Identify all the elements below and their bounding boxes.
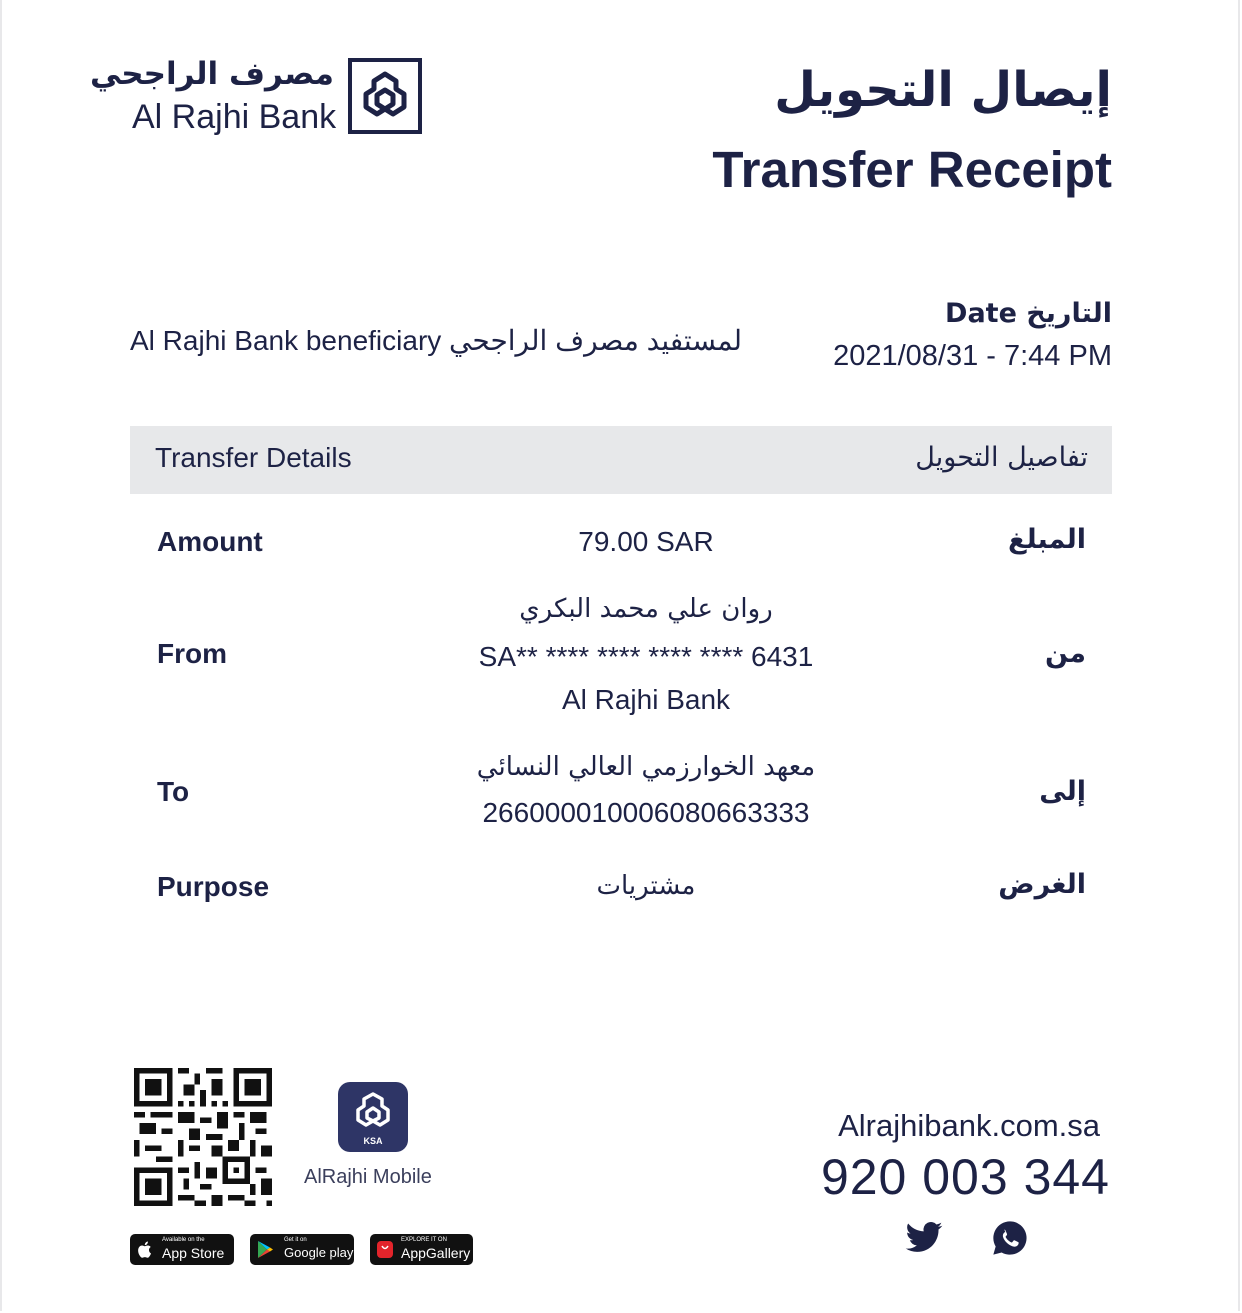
purpose-value: مشتريات (596, 871, 696, 901)
google-play-small-text: Get it on (284, 1237, 307, 1243)
from-account: SA** **** **** **** **** 6431 (478, 641, 814, 672)
from-name: روان علي محمد البكري (519, 594, 773, 624)
beneficiary-type: Al Rajhi Bank beneficiary لمستفيد مصرف الراجحي (130, 325, 743, 356)
google-play-icon (256, 1240, 274, 1259)
google-play-badge[interactable] (250, 1234, 354, 1265)
amount-label-en: Amount (157, 526, 263, 557)
to-account: 266000010006080663333 (482, 797, 810, 828)
from-bank: Al Rajhi Bank (561, 684, 731, 715)
twitter-icon[interactable] (904, 1218, 944, 1258)
brand-name-ar: مصرف الراجحي (89, 56, 334, 92)
receipt-title-ar: إيصال التحويل (774, 62, 1112, 118)
transfer-details-title-ar: تفاصيل التحويل (915, 442, 1088, 473)
receipt-title-en: Transfer Receipt (712, 141, 1112, 198)
whatsapp-icon[interactable] (990, 1218, 1030, 1258)
amount-label-ar: المبلغ (1008, 524, 1086, 555)
website-link[interactable]: Alrajhibank.com.sa (838, 1108, 1100, 1143)
app-store-badge[interactable] (130, 1234, 234, 1265)
appgallery-badge[interactable] (370, 1234, 473, 1265)
huawei-icon (376, 1240, 394, 1259)
google-play-big-text: Google play (284, 1245, 354, 1260)
purpose-label-en: Purpose (157, 871, 270, 902)
app-name: AlRajhi Mobile (304, 1166, 432, 1188)
qr-code[interactable] (134, 1068, 272, 1206)
transfer-details-header (130, 426, 1112, 494)
to-label-en: To (157, 776, 190, 807)
alrajhi-mobile-app-icon[interactable] (338, 1082, 408, 1152)
transfer-details-title-en: Transfer Details (155, 442, 352, 473)
app-badge-text: KSA (363, 1136, 383, 1146)
from-label-ar: من (1044, 638, 1086, 669)
appgallery-big-text: AppGallery (401, 1245, 471, 1261)
purpose-label-ar: الغرض (998, 869, 1086, 900)
apple-icon (136, 1240, 154, 1259)
date-label: Date التاريخ (945, 298, 1112, 329)
brand-name-en: Al Rajhi Bank (132, 98, 337, 136)
to-name: معهد الخوارزمي العالي النسائي (476, 752, 816, 782)
from-label-en: From (157, 638, 227, 669)
phone-number[interactable]: 920 003 344 (820, 1149, 1110, 1205)
to-label-ar: إلى (1039, 776, 1086, 807)
appgallery-small-text: EXPLORE IT ON (401, 1237, 447, 1243)
app-store-big-text: App Store (162, 1245, 225, 1261)
date-value: 2021/08/31 - 7:44 PM (833, 340, 1112, 372)
brand-mark-icon (348, 58, 422, 134)
app-store-small-text: Available on the (162, 1237, 205, 1243)
amount-value: 79.00 SAR (578, 526, 714, 557)
